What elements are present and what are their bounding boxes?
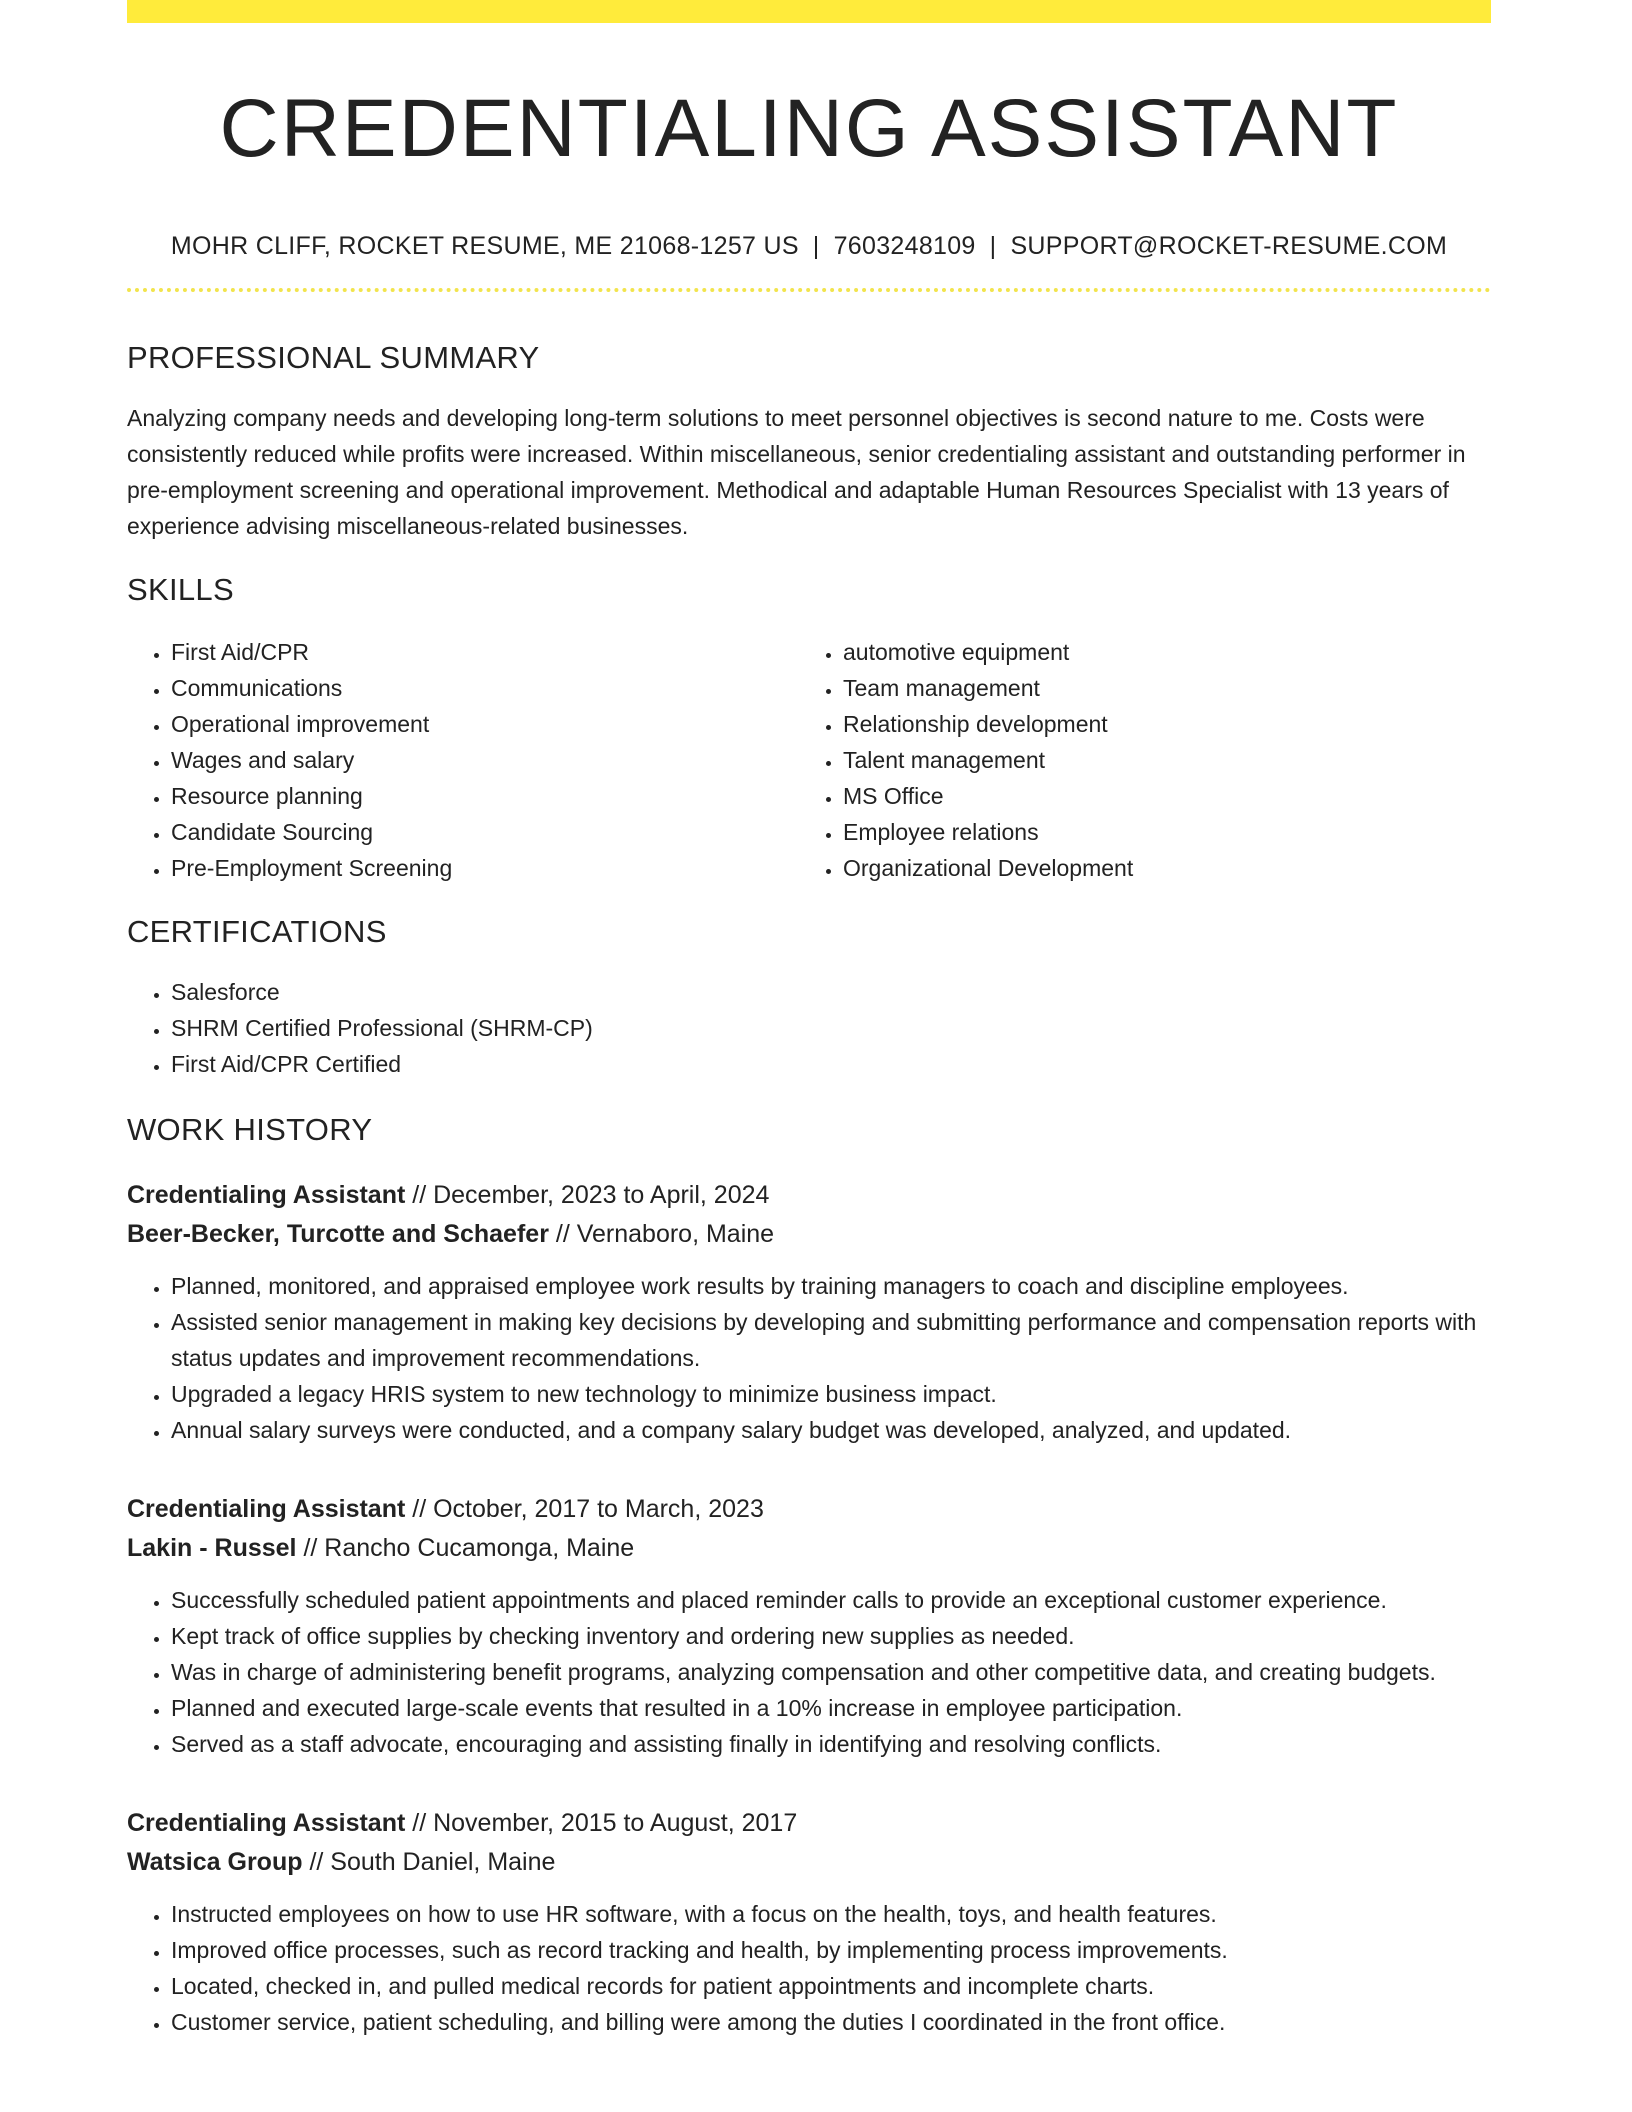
contact-line [127,230,1491,262]
job-company: Watsica Group [127,1848,303,1876]
contact-separator: | [989,232,997,260]
job-bullet: • Successfully scheduled patient appointments and placed reminder calls to provide an exceptional customer experience. [171,1582,1491,1618]
job-bullet: • Assisted senior management in making key decisions by developing and submitting performance and compensation reports with status updates and improvement recommendations. [171,1304,1491,1376]
skill-item: • Wages and salary [171,742,799,778]
job-role-line [127,1804,1491,1843]
job-bullet: • Annual salary surveys were conducted, and a company salary budget was developed, analyzed, and updated. [171,1412,1491,1448]
job-bullet: • Instructed employees on how to use HR software, with a focus on the health, toys, and health features. [171,1896,1491,1932]
job-location: // Rancho Cucamonga, Maine [296,1534,635,1562]
job-bullets [127,1268,1491,1448]
summary-heading: PROFESSIONAL SUMMARY [127,340,540,375]
job-company-line [127,1215,1491,1254]
skill-item: • Pre-Employment Screening [171,850,799,886]
job-dates: // November, 2015 to August, 2017 [405,1809,798,1837]
job-bullet: • Planned, monitored, and appraised employee work results by training managers to coach and discipline employees. [171,1268,1491,1304]
job-dates: // October, 2017 to March, 2023 [405,1495,764,1523]
job-bullet: • Served as a staff advocate, encouraging and assisting finally in identifying and resolving conflicts. [171,1726,1491,1762]
certification-item: • Salesforce [171,974,1491,1010]
skill-item: • Resource planning [171,778,799,814]
skill-item: • First Aid/CPR [171,634,799,670]
skill-item: • Operational improvement [171,706,799,742]
job-role: Credentialing Assistant [127,1495,406,1523]
skill-item: • MS Office [843,778,1471,814]
work-history-heading: WORK HISTORY [127,1112,373,1147]
skills-columns [127,634,1491,886]
job-bullet: • Was in charge of administering benefit programs, analyzing compensation and other competitive data, and creating budgets. [171,1654,1491,1690]
job-location: // Vernaboro, Maine [548,1220,775,1248]
accent-bar [127,0,1491,23]
job-bullets [127,1896,1491,2040]
skill-item: • Team management [843,670,1471,706]
job-company-line [127,1843,1491,1882]
job-role: Credentialing Assistant [127,1809,406,1837]
job-entry [127,1176,1491,1448]
job-company-line [127,1529,1491,1568]
job-role-line [127,1490,1491,1529]
skill-item: • automotive equipment [843,634,1471,670]
certification-item: • First Aid/CPR Certified [171,1046,1491,1082]
job-bullet: • Located, checked in, and pulled medical records for patient appointments and incomplete charts. [171,1968,1491,2004]
skills-list-right [799,634,1471,886]
job-company: Lakin - Russel [127,1534,297,1562]
skill-item: • Communications [171,670,799,706]
job-bullet: • Kept track of office supplies by checking inventory and ordering new supplies as needed. [171,1618,1491,1654]
skill-item: • Candidate Sourcing [171,814,799,850]
job-bullet: • Upgraded a legacy HRIS system to new technology to minimize business impact. [171,1376,1491,1412]
summary-text: Analyzing company needs and developing long-term solutions to meet personnel objectives is second nature to me. Costs were consistently reduced while profits were increased. Within miscellaneous, senior credentialing assistant and outstanding performer in pre-employment screening and operational improvement. Methodical and adaptable Human Resources Specialist with 13 years of experience advising miscellaneous-related businesses. [127,405,1466,539]
contact-separator: | [812,232,820,260]
dotted-divider [127,288,1491,292]
skill-item: • Relationship development [843,706,1471,742]
skill-item: • Organizational Development [843,850,1471,886]
resume-page [127,0,1491,2040]
job-entry [127,1490,1491,1762]
job-bullets [127,1582,1491,1762]
resume-title: CREDENTIALING ASSISTANT [219,83,1399,174]
certifications-list [127,974,1491,1082]
contact-phone: 7603248109 [833,232,976,260]
skill-item: • Employee relations [843,814,1471,850]
certification-item: • SHRM Certified Professional (SHRM-CP) [171,1010,1491,1046]
contact-address: MOHR CLIFF, ROCKET RESUME, ME 21068-1257 US [170,232,799,260]
skill-item: • Talent management [843,742,1471,778]
job-role: Credentialing Assistant [127,1181,406,1209]
job-entry [127,1804,1491,2040]
job-dates: // December, 2023 to April, 2024 [405,1181,770,1209]
job-company: Beer-Becker, Turcotte and Schaefer [127,1220,549,1248]
skills-heading: SKILLS [127,572,234,607]
job-bullet: • Improved office processes, such as record tracking and health, by implementing process improvements. [171,1932,1491,1968]
job-location: // South Daniel, Maine [302,1848,556,1876]
job-bullet: • Customer service, patient scheduling, and billing were among the duties I coordinated in the front office. [171,2004,1491,2040]
skills-list-left [127,634,799,886]
job-bullet: • Planned and executed large-scale events that resulted in a 10% increase in employee participation. [171,1690,1491,1726]
certifications-heading: CERTIFICATIONS [127,914,387,949]
job-role-line [127,1176,1491,1215]
contact-email: SUPPORT@ROCKET-RESUME.COM [1010,232,1448,260]
